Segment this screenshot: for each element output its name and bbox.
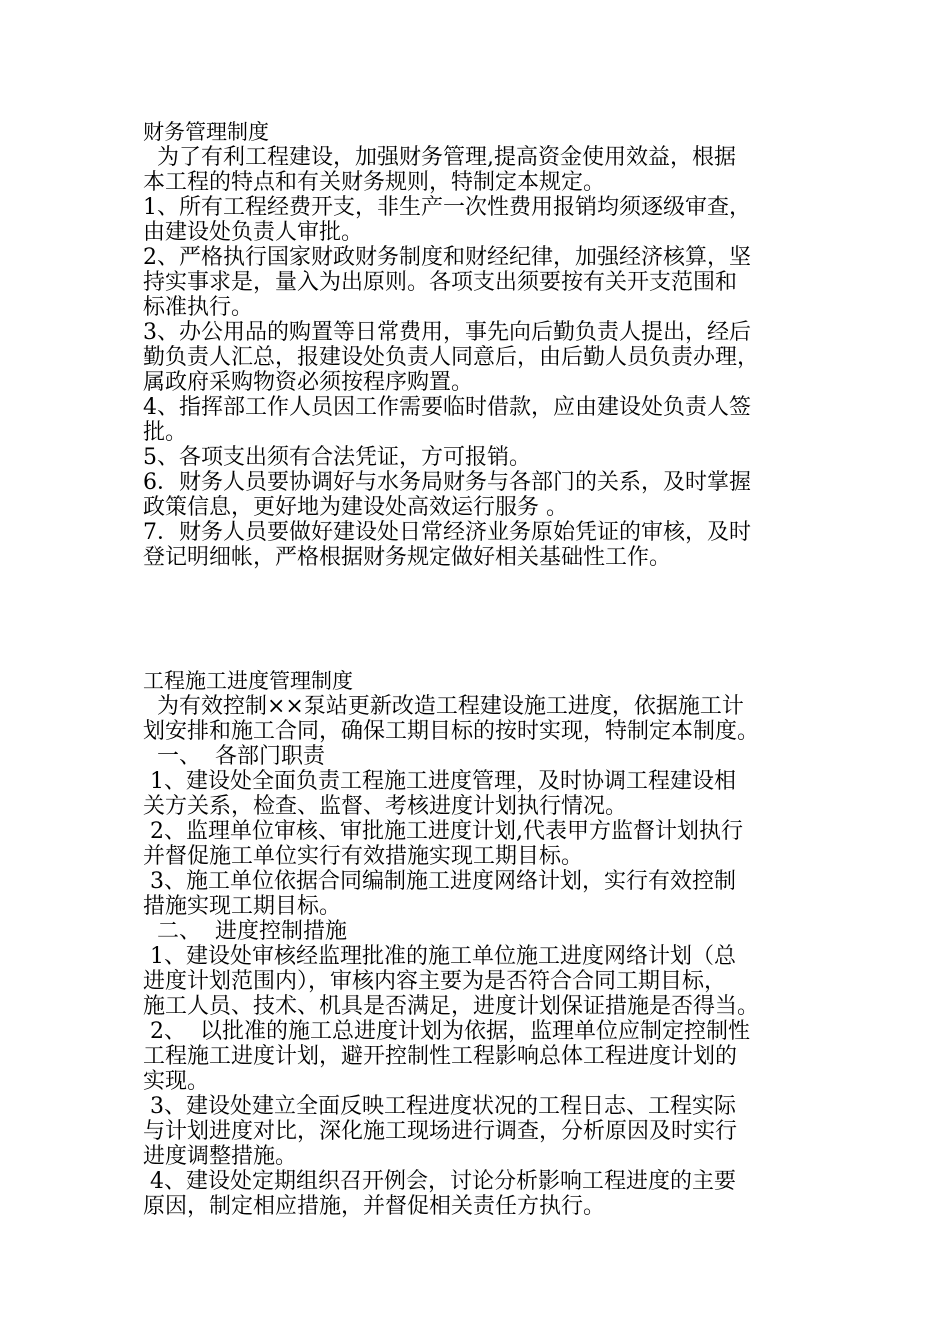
progress-line: 为有效控制××泵站更新改造工程建设施工进度，依据施工计 xyxy=(143,694,744,719)
progress-line: 关方关系，检查、监督、考核进度计划执行情况。 xyxy=(143,794,628,819)
finance-line: 由建设处负责人审批。 xyxy=(143,220,364,245)
progress-line: 施工人员、技术、机具是否满足，进度计划保证措施是否得当。 xyxy=(143,994,760,1019)
finance-line: 1、所有工程经费开支，非生产一次性费用报销均须逐级审查， xyxy=(143,195,751,220)
finance-line: 属政府采购物资必须按程序购置。 xyxy=(143,370,474,395)
finance-line: 持实事求是，量入为出原则。各项支出须要按有关开支范围和 xyxy=(143,270,738,295)
progress-subheading: 二、 进度控制措施 xyxy=(143,919,347,944)
finance-section-title: 财务管理制度 xyxy=(143,120,269,144)
finance-line: 登记明细帐，严格根据财务规定做好相关基础性工作。 xyxy=(143,545,672,570)
progress-line: 并督促施工单位实行有效措施实现工期目标。 xyxy=(143,844,584,869)
finance-management-section xyxy=(143,120,823,570)
progress-line: 3、施工单位依据合同编制施工进度网络计划，实行有效控制 xyxy=(143,869,736,894)
progress-line: 原因，制定相应措施，并督促相关责任方执行。 xyxy=(143,1194,606,1219)
progress-line: 实现。 xyxy=(143,1069,210,1094)
progress-section-title: 工程施工进度管理制度 xyxy=(143,669,353,693)
progress-line: 1、建设处全面负责工程施工进度管理，及时协调工程建设相 xyxy=(143,769,736,794)
progress-line: 2、 以批准的施工总进度计划为依据，监理单位应制定控制性 xyxy=(143,1019,750,1044)
progress-line: 措施实现工期目标。 xyxy=(143,894,342,919)
finance-line: 批。 xyxy=(143,420,188,445)
finance-line: 7．财务人员要做好建设处日常经济业务原始凭证的审核，及时 xyxy=(143,520,751,545)
finance-line: 标准执行。 xyxy=(143,295,254,320)
finance-line: 2、严格执行国家财政财务制度和财经纪律，加强经济核算，坚 xyxy=(143,245,751,270)
progress-line: 4、建设处定期组织召开例会，讨论分析影响工程进度的主要 xyxy=(143,1169,736,1194)
finance-line: 3、办公用品的购置等日常费用，事先向后勤负责人提出，经后 xyxy=(143,320,751,345)
progress-line: 与计划进度对比，深化施工现场进行调查，分析原因及时实行 xyxy=(143,1119,738,1144)
finance-line: 政策信息，更好地为建设处高效运行服务 。 xyxy=(143,495,568,520)
progress-subheading: 一、 各部门职责 xyxy=(143,744,325,769)
progress-line: 进度计划范围内），审核内容主要为是否符合合同工期目标， xyxy=(143,969,727,994)
progress-line: 划安排和施工合同，确保工期目标的按时实现，特制定本制度。 xyxy=(143,719,760,744)
progress-line: 3、建设处建立全面反映工程进度状况的工程日志、工程实际 xyxy=(143,1094,736,1119)
progress-line: 2、监理单位审核、审批施工进度计划,代表甲方监督计划执行 xyxy=(143,819,743,844)
finance-line: 4、指挥部工作人员因工作需要临时借款，应由建设处负责人签 xyxy=(143,395,751,420)
progress-line: 1、建设处审核经监理批准的施工单位施工进度网络计划（总 xyxy=(143,944,736,969)
construction-progress-section xyxy=(143,669,823,1219)
finance-line: 本工程的特点和有关财务规则，特制定本规定。 xyxy=(143,170,606,195)
finance-line: 6．财务人员要协调好与水务局财务与各部门的关系，及时掌握 xyxy=(143,470,751,495)
finance-line: 5、各项支出须有合法凭证，方可报销。 xyxy=(143,445,531,470)
finance-line: 为了有利工程建设，加强财务管理,提高资金使用效益，根据 xyxy=(143,145,736,170)
finance-line: 勤负责人汇总，报建设处负责人同意后，由后勤人员负责办理， xyxy=(143,345,760,370)
progress-line: 进度调整措施。 xyxy=(143,1144,298,1169)
progress-line: 工程施工进度计划，避开控制性工程影响总体工程进度计划的 xyxy=(143,1044,738,1069)
